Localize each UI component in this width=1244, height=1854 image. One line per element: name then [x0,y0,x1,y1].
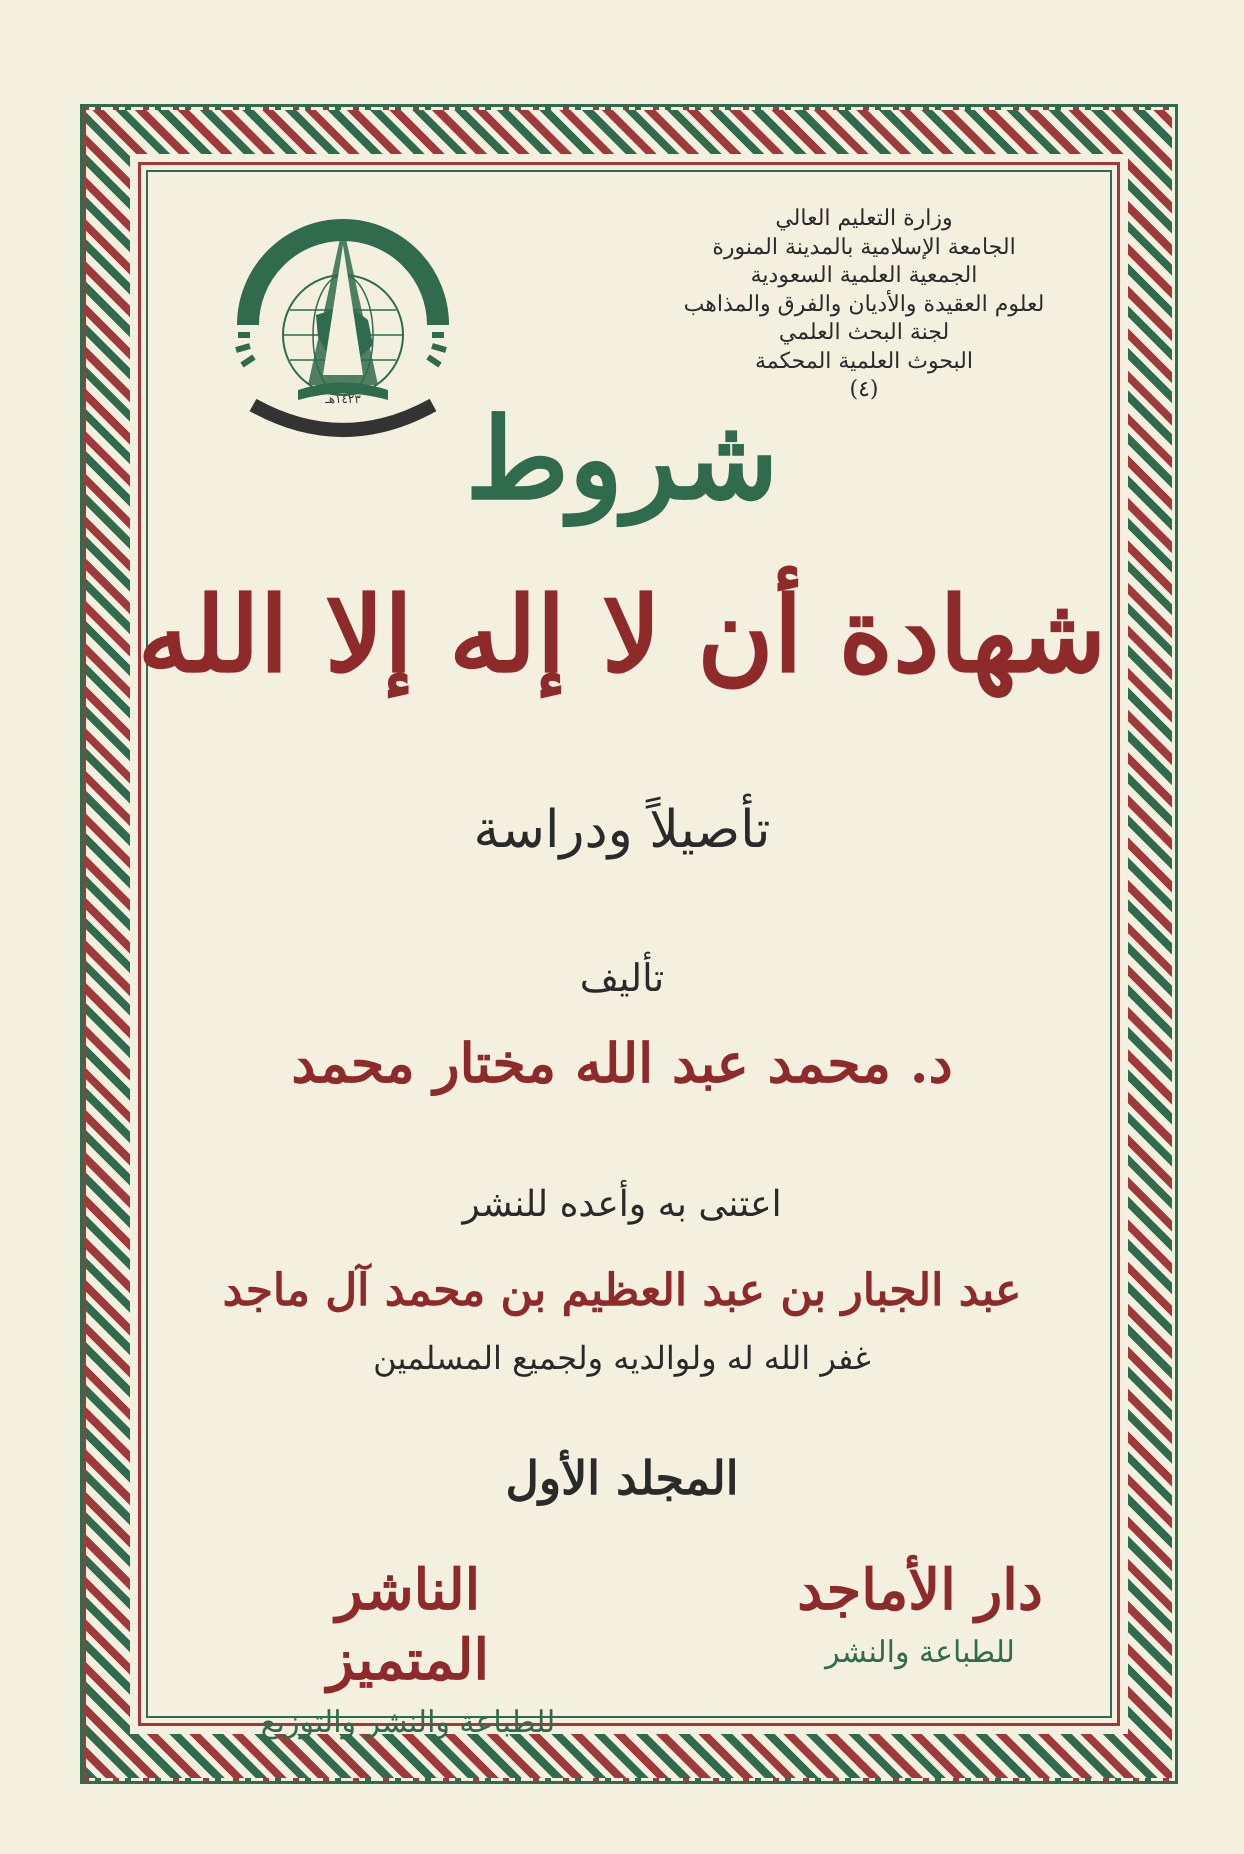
editor-prayer: غفر الله له ولوالديه ولجميع المسلمين [373,1339,871,1377]
publisher-tagline: للطباعة والنشر والتوزيع [260,1705,556,1740]
association-field-line: لعلوم العقيدة والأديان والفرق والمذاهب [683,291,1045,317]
association-line: الجمعية العلمية السعودية [750,263,978,288]
university-line: الجامعة الإسلامية بالمدينة المنورة [712,234,1016,260]
emblem-year: ١٤٢٣هـ [325,392,361,406]
publisher-name: دار الأماجد [797,1557,1043,1623]
editor-label: اعتنى به وأعده للنشر [462,1184,782,1225]
author-label: تأليف [579,956,665,1000]
publisher-dar-alamajid [770,1555,1070,1673]
publisher-almutamayyiz [258,1555,558,1743]
ministry-line: وزارة التعليم العالي [775,206,953,231]
subtitle: تأصيلاً ودراسة [473,800,771,860]
volume-label: المجلد الأول [505,1451,739,1505]
institution-header [674,205,1054,405]
editor-name: عبد الجبار بن عبد العظيم بن محمد آل ماجد [222,1265,1022,1316]
series-line: البحوث العلمية المحكمة [755,348,973,374]
publisher-tagline: للطباعة والنشر [825,1635,1015,1670]
series-number: (٤) [849,377,879,402]
committee-line: لجنة البحث العلمي [778,320,950,345]
title-line-2: شهادة أن لا إله إلا الله [137,573,1107,696]
author-name: د. محمد عبد الله مختار محمد [291,1031,953,1095]
publisher-name: الناشر المتميز [326,1557,490,1693]
title-line-1: شروط [465,394,779,525]
